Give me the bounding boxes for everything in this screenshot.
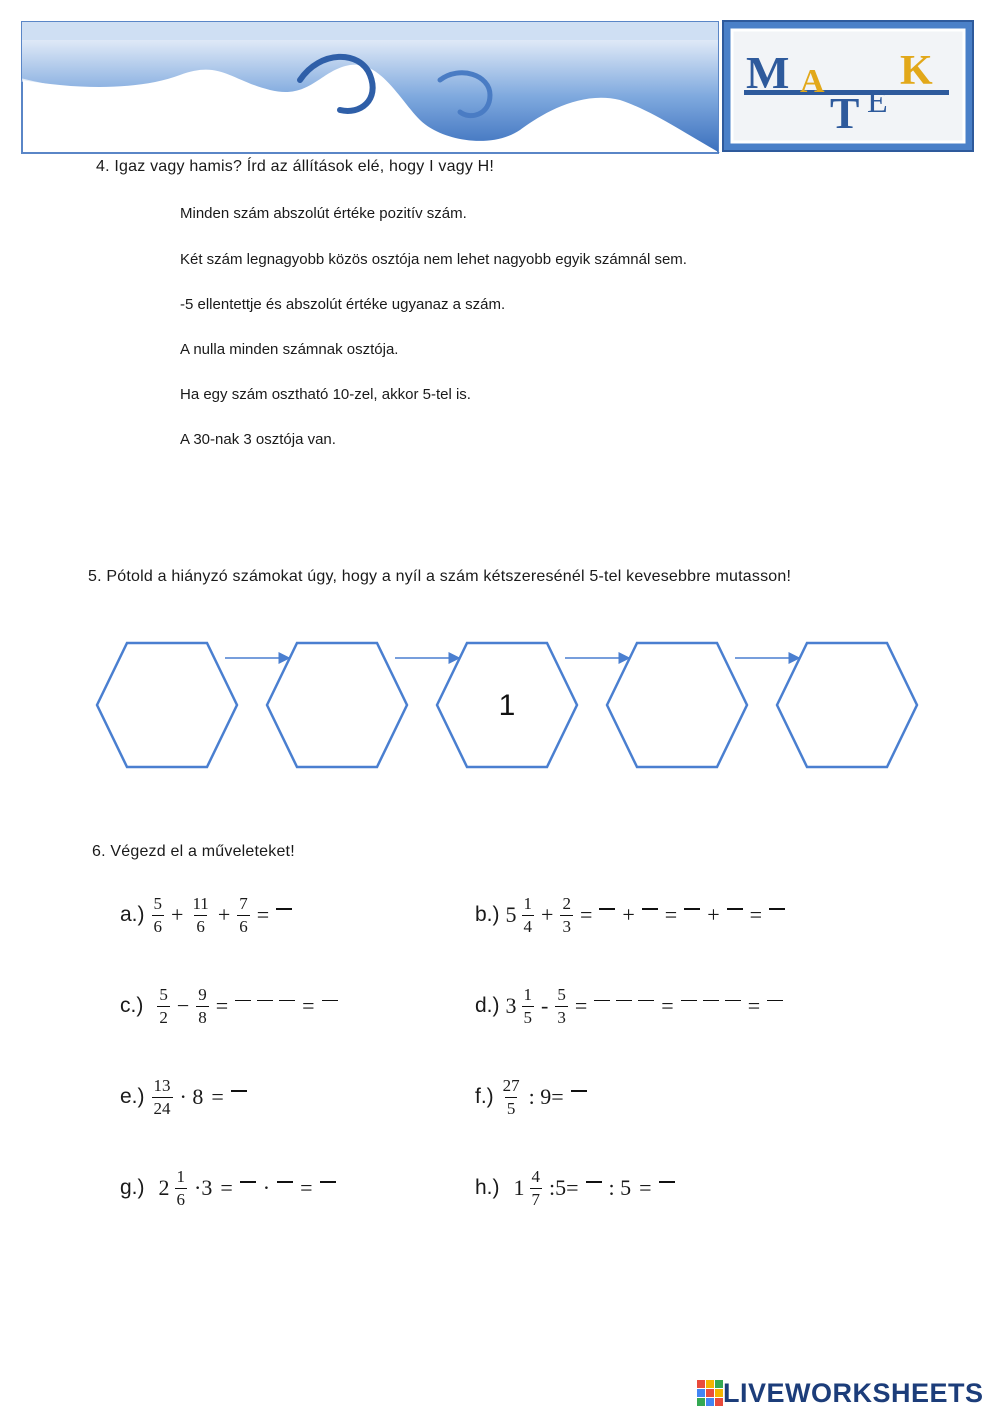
fraction: $\frac{5}{3}$ [557,984,566,1027]
task4-statement-5: Ha egy szám osztható 10-zel, akkor 5-tel is. [180,386,471,403]
fraction: $\frac{27}{5}$ [502,1075,520,1118]
answer-blank[interactable] [571,1090,587,1092]
task4-statement-4: A nulla minden számnak osztója. [180,341,399,358]
exercise-label: a.) [120,903,145,926]
exercise-g: g.) 2 $\frac{1}{6}$ ·3 = · = [120,1163,339,1213]
answer-blank[interactable] [642,908,658,910]
answer-blank[interactable] [276,908,292,910]
answer-blank[interactable] [767,1000,783,1001]
answer-blank[interactable] [659,1181,675,1183]
answer-blank[interactable] [684,908,700,910]
answer-blank[interactable] [257,1000,273,1001]
answer-blank[interactable] [725,1000,741,1001]
answer-blank[interactable] [594,1000,610,1001]
fraction: $\frac{13}{24}$ [153,1075,171,1118]
hexagon-5[interactable] [777,643,917,767]
task4-statement-3: -5 ellentettje és abszolút értéke ugyanaz a szám. [180,296,506,313]
task5-heading: 5. Pótold a hiányzó számokat úgy, hogy a nyíl a szám kétszeresénél 5-tel kevesebbre mutasson! [88,568,792,585]
fraction: $\frac{11}{6}$ [192,893,209,936]
exercise-label: b.) [475,903,500,926]
matek-logo [722,20,974,152]
answer-blank[interactable] [320,1181,336,1183]
answer-blank[interactable] [231,1090,247,1092]
exercise-c: c.) $\frac{5}{2}$ − $\frac{9}{8}$ = = [120,981,341,1031]
exercise-label: h.) [475,1176,500,1199]
fraction: $\frac{5}{6}$ [153,893,163,936]
logo-letter-a: A [800,63,825,100]
exercise-label: g.) [120,1176,145,1199]
header-wave-banner [20,20,720,155]
fraction: $\frac{4}{7}$ [531,1166,541,1209]
hexagon-1[interactable] [97,643,237,767]
fraction: $\frac{9}{8}$ [198,984,207,1027]
answer-blank[interactable] [703,1000,719,1001]
exercise-b: b.) 5 $\frac{1}{4}$ + $\frac{2}{3}$ = + = + = [475,890,788,940]
fraction: $\frac{1}{6}$ [176,1166,186,1209]
answer-blank[interactable] [277,1181,293,1183]
hexagon-4[interactable] [607,643,747,767]
exercise-d: d.) 3 $\frac{1}{5}$ - $\frac{5}{3}$ = = = [475,981,786,1031]
task4-heading: 4. Igaz vagy hamis? Írd az állítások elé, hogy I vagy H! [96,158,495,175]
task6-heading: 6. Végezd el a műveleteket! [92,843,295,860]
hexagon-2[interactable] [267,643,407,767]
exercise-label: e.) [120,1085,145,1108]
answer-blank[interactable] [616,1000,632,1001]
exercise-e: e.) $\frac{13}{24}$ · 8 = [120,1072,250,1122]
fraction: $\frac{5}{2}$ [159,984,168,1027]
answer-blank[interactable] [769,908,785,910]
answer-blank[interactable] [727,908,743,910]
exercise-h: h.) 1 $\frac{4}{7}$ :5= : 5 = [475,1163,678,1213]
answer-blank[interactable] [322,1000,338,1001]
fraction: $\frac{7}{6}$ [239,893,248,936]
answer-blank[interactable] [599,908,615,910]
fraction: $\frac{2}{3}$ [562,893,571,936]
logo-letter-m: M [746,47,790,98]
liveworksheets-brand [697,1378,984,1408]
exercise-label: c.) [120,994,144,1017]
answer-blank[interactable] [240,1181,256,1183]
liveworksheets-wordmark: LIVEWORKSHEETS [723,1377,984,1408]
hexagon-value-3: 1 [498,689,516,722]
answer-blank[interactable] [235,1000,251,1001]
answer-blank[interactable] [681,1000,697,1001]
fraction: $\frac{1}{4}$ [523,893,533,936]
fraction: $\frac{1}{5}$ [523,984,533,1027]
logo-letter-e: E [867,83,888,120]
exercise-f: f.) $\frac{27}{5}$ : 9= [475,1072,590,1122]
exercise-label: f.) [475,1085,494,1108]
exercise-a: a.) $\frac{5}{6}$ + $\frac{11}{6}$ + $\frac{7}{6}$ = [120,890,295,940]
answer-blank[interactable] [279,1000,295,1001]
task4-statement-6: A 30-nak 3 osztója van. [180,431,336,448]
hexagon-chain [90,630,930,780]
task4-statement-1: Minden szám abszolút értéke pozitív szám. [180,205,467,222]
liveworksheets-icon [697,1380,723,1406]
task4-statement-2: Két szám legnagyobb közös osztója nem lehet nagyobb egyik számnál sem. [180,251,687,268]
exercise-label: d.) [475,994,500,1017]
answer-blank[interactable] [586,1181,602,1183]
answer-blank[interactable] [638,1000,654,1001]
logo-letter-k: K [900,48,933,94]
logo-letter-t: T [830,89,860,138]
